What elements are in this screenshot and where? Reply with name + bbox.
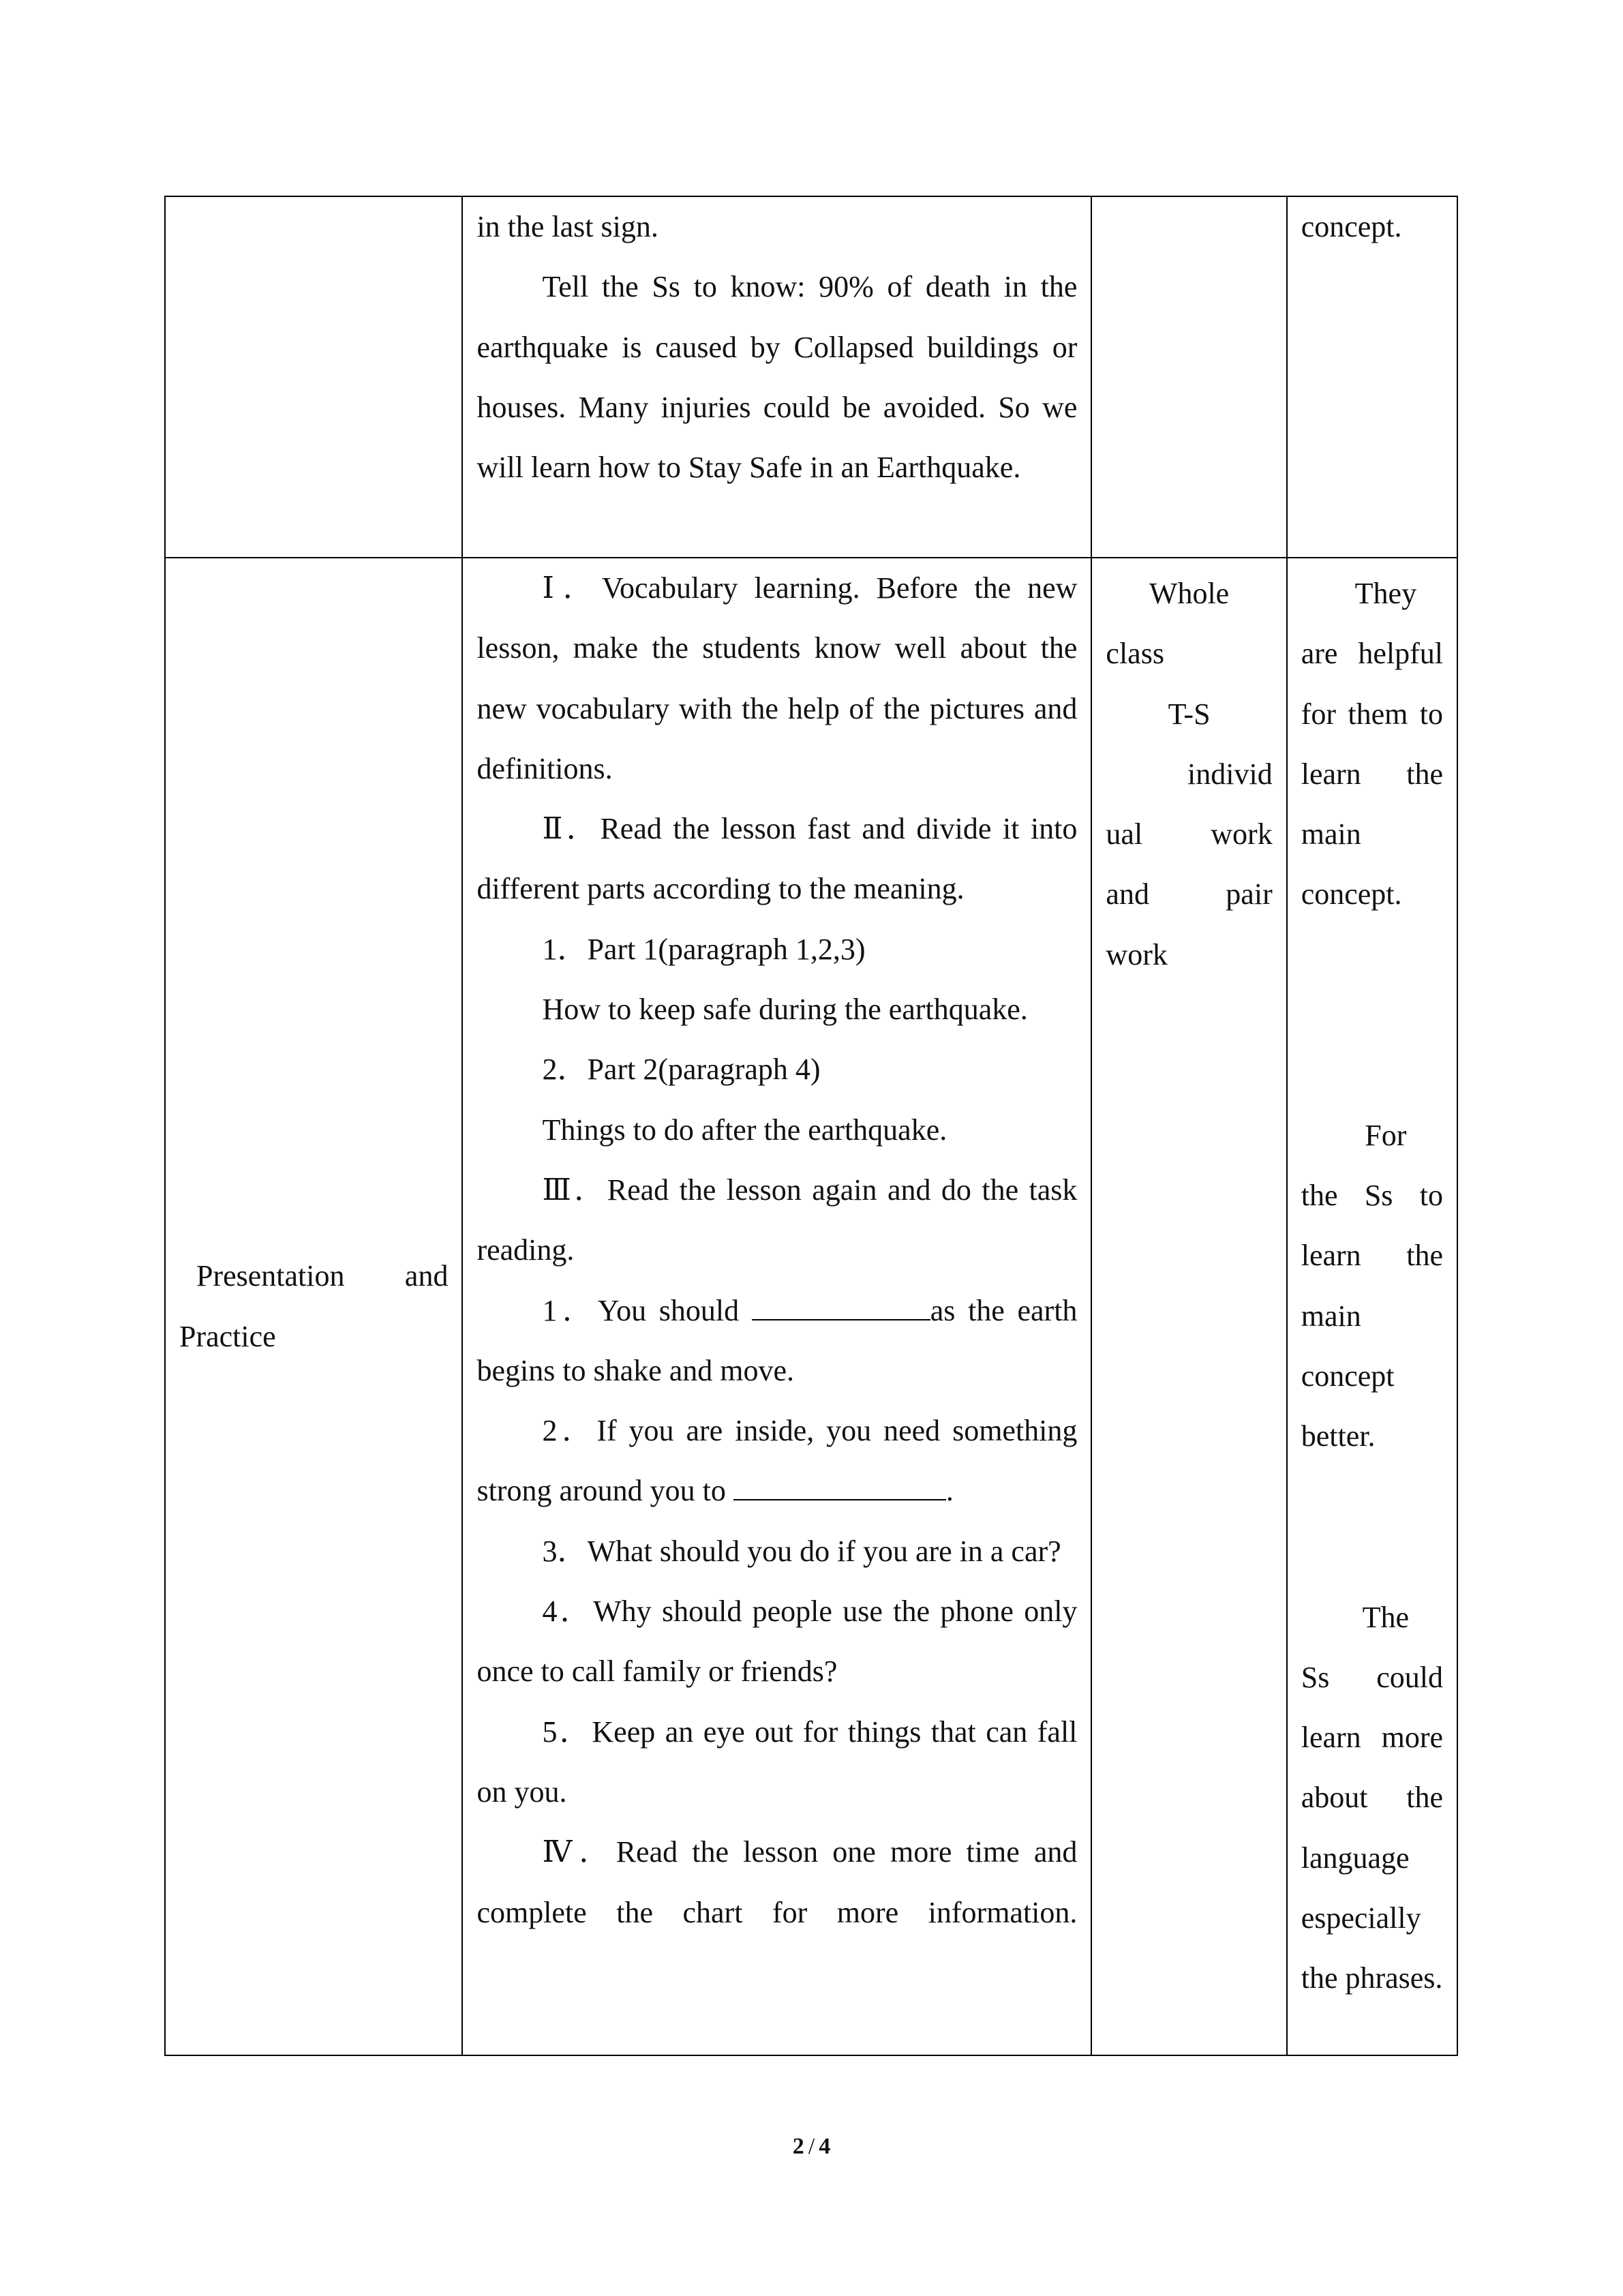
purpose-cell xyxy=(1287,196,1457,558)
table-row xyxy=(165,196,1457,558)
activity-line: in the last sign. xyxy=(476,210,658,243)
question-1 xyxy=(476,1281,1077,1402)
purpose-cell xyxy=(1287,558,1457,2055)
question-2-start: 2．If you are inside, you need something strong around you to xyxy=(476,1414,1078,1508)
purpose-text: concept. xyxy=(1301,210,1402,243)
mode-line: Whole xyxy=(1149,577,1230,610)
mode-line: and pair xyxy=(1106,877,1273,911)
stage-cell xyxy=(165,196,462,558)
stage-label xyxy=(179,1246,448,1367)
lesson-plan-table xyxy=(164,196,1458,2056)
read-fast-step: Ⅱ．Read the lesson fast and divide it into different parts according to the meaning. xyxy=(476,812,1078,906)
mode-text xyxy=(1106,558,1272,985)
mode-line: ual work xyxy=(1106,817,1273,851)
answer-blank xyxy=(733,1464,946,1500)
part-2-description: Things to do after the earthquake. xyxy=(542,1113,947,1147)
question-4: 4．Why should people use the phone only once to call family or friends? xyxy=(476,1595,1078,1689)
read-more-step: Ⅳ．Read the lesson one more time and complete the chart for more information. xyxy=(476,1835,1078,1929)
table-row xyxy=(165,558,1457,2055)
activity-paragraph: Tell the Ss to know: 90% of death in the earthquake is caused by Collapsed buildings or houses. Many injuries could be avoided. So we will learn how to Stay Safe in an Earthquake. xyxy=(476,270,1078,485)
question-2 xyxy=(476,1401,1077,1522)
mode-cell xyxy=(1091,558,1286,2055)
stage-label-line: Practice xyxy=(179,1319,276,1353)
purpose-line: The xyxy=(1362,1600,1410,1634)
activity-cell xyxy=(462,196,1091,558)
stage-cell xyxy=(165,558,462,2055)
activity-cell xyxy=(462,558,1091,2055)
purpose-block xyxy=(1301,558,1443,925)
vocab-step: Ⅰ．Vocabulary learning. Before the new lesson, make the students know well about the new vocabulary with the help of the pictures and definitions. xyxy=(476,571,1078,785)
purpose-block xyxy=(1301,1106,1443,1467)
page-separator: / xyxy=(808,2134,815,2159)
spacer xyxy=(1301,925,1443,1106)
mode-line: work xyxy=(1106,937,1168,971)
question-1-end: as the earth begins to shake and move. xyxy=(476,1293,1078,1387)
question-2-end: . xyxy=(945,1474,954,1508)
purpose-text: the Ss to learn the main concept better. xyxy=(1301,1179,1443,1453)
question-1-start: 1．You should xyxy=(542,1293,740,1327)
part-2: 2．Part 2(paragraph 4) xyxy=(542,1053,821,1087)
question-5: 5．Keep an eye out for things that can fall on you. xyxy=(476,1715,1078,1809)
mode-line: T-S xyxy=(1168,697,1211,731)
question-3: 3．What should you do if you are in a car? xyxy=(542,1534,1061,1568)
page-number xyxy=(0,2134,1623,2160)
purpose-line: For xyxy=(1365,1118,1407,1152)
part-1: 1．Part 1(paragraph 1,2,3) xyxy=(542,932,866,966)
spacer xyxy=(1301,1467,1443,1588)
purpose-line: They xyxy=(1354,577,1417,610)
answer-blank xyxy=(752,1284,930,1320)
purpose-text: are helpful for them to learn the main concept. xyxy=(1301,637,1443,911)
part-1-description: How to keep safe during the earthquake. xyxy=(542,993,1028,1027)
purpose-block xyxy=(1301,1588,1443,2009)
total-pages: 4 xyxy=(819,2134,831,2159)
mode-line: individ xyxy=(1187,757,1273,791)
mode-line: class xyxy=(1106,637,1164,671)
stage-label-line: Presentation and xyxy=(196,1259,449,1293)
purpose-text: Ss could learn more about the language especially the phrases. xyxy=(1301,1660,1443,1995)
read-again-step: Ⅲ．Read the lesson again and do the task reading. xyxy=(476,1173,1078,1267)
current-page: 2 xyxy=(792,2134,804,2159)
mode-cell xyxy=(1091,196,1286,558)
